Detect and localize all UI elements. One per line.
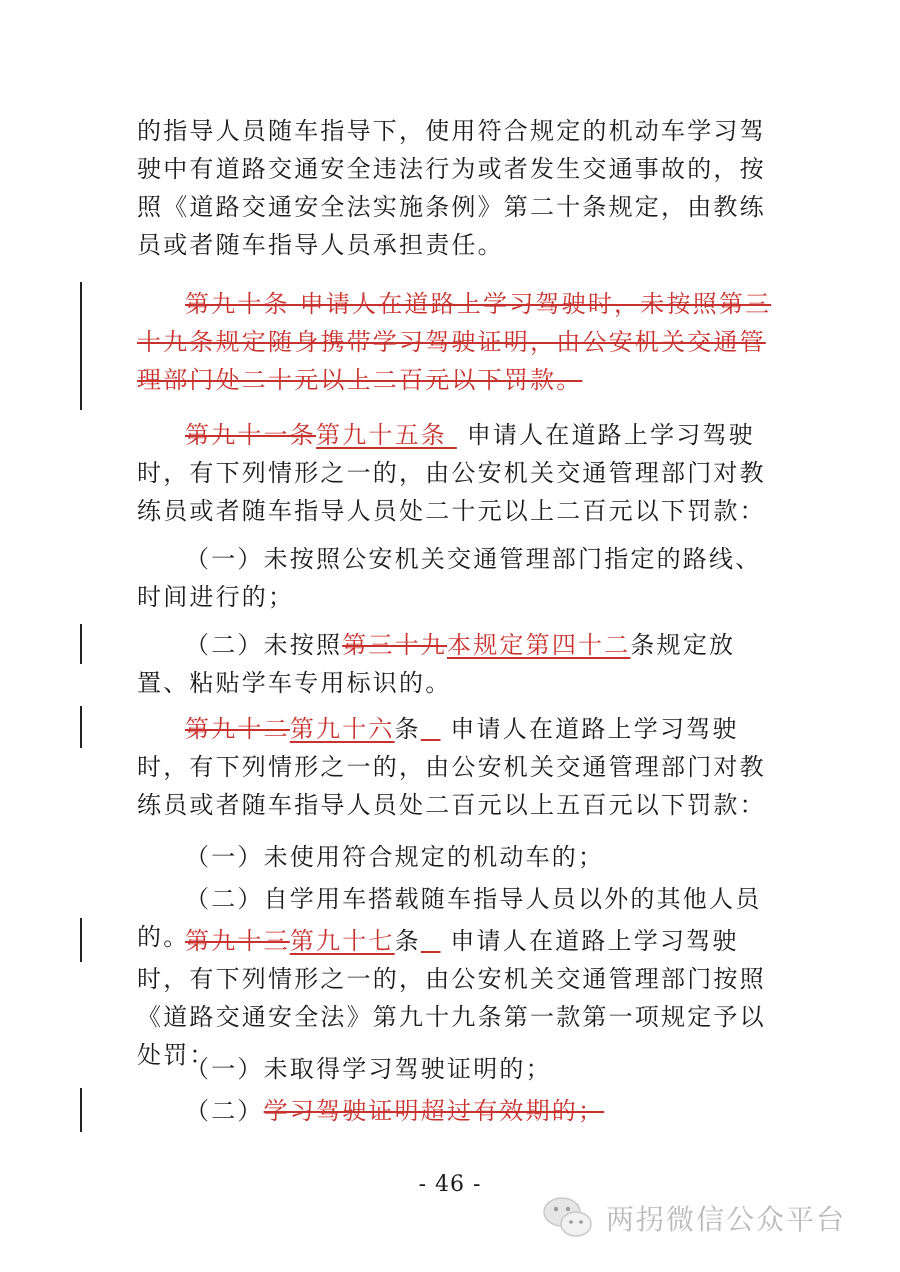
article-text: 申请人在道路上学习驾驶时，有下列情形之一的，由公安机关交通管理部门按照《道路交通安全法》第九十九条第一款第一项规定予以处罚： bbox=[137, 927, 766, 1069]
list-item: （一）未使用符合规定的机动车的； bbox=[185, 843, 605, 871]
paragraph-continuation: 的指导人员随车指导下，使用符合规定的机动车学习驾驶中有道路交通安全违法行为或者发生交通事故的，按照《道路交通安全法实施条例》第二十条规定，由教练员或者随车指导人员承担责任。 bbox=[137, 117, 766, 259]
change-bar bbox=[80, 918, 82, 962]
deleted-article-number: 第九十二 bbox=[185, 715, 290, 743]
list-item bbox=[137, 1092, 777, 1130]
paragraph-article-96 bbox=[137, 710, 777, 824]
change-bar bbox=[80, 706, 82, 748]
item-text: 条规定放置、粘贴学车专用标识的。 bbox=[137, 631, 736, 697]
deleted-text: 第三十九 bbox=[342, 631, 448, 659]
inserted-article-number: 第九十七 bbox=[289, 927, 395, 955]
article-suffix: 条 bbox=[394, 927, 421, 955]
paragraph-deleted-article-90 bbox=[137, 285, 777, 399]
watermark-text: 两拐微信公众平台 bbox=[606, 1203, 847, 1236]
change-bar bbox=[80, 282, 82, 410]
change-bar bbox=[80, 624, 82, 664]
list-item bbox=[137, 626, 777, 702]
list-item: （二）自学用车搭载随车指导人员以外的其他人员的。 bbox=[137, 885, 762, 951]
watermark bbox=[540, 1188, 846, 1248]
item-text: （二）未按照 bbox=[185, 631, 343, 659]
deleted-text: 第九十条 申请人在道路上学习驾驶时，未按照第三十九条规定随身携带学习驾驶证明，由公安机关交通管理部门处二十元以上二百元以下罚款。 bbox=[137, 290, 772, 394]
paragraph-article-95 bbox=[137, 416, 777, 530]
deleted-article-number: 第九十三 bbox=[185, 927, 290, 955]
inserted-text: 本规定第四十二 bbox=[447, 631, 631, 659]
change-bar bbox=[80, 1088, 82, 1132]
item-text: （二） bbox=[185, 1097, 264, 1125]
deleted-article-number: 第九十一条 bbox=[185, 421, 316, 449]
article-suffix: 条 bbox=[394, 715, 421, 743]
wechat-logo-icon bbox=[540, 1194, 596, 1242]
list-item: （一）未按照公安机关交通管理部门指定的路线、时间进行的； bbox=[137, 545, 762, 611]
inserted-article-number: 第九十五条 bbox=[316, 421, 457, 449]
list-item: （一）未取得学习驾驶证明的； bbox=[185, 1055, 552, 1083]
revision-mark bbox=[421, 715, 441, 743]
article-text: 申请人在道路上学习驾驶时，有下列情形之一的，由公安机关交通管理部门对教练员或者随车指导人员处二百元以上五百元以下罚款： bbox=[137, 715, 766, 819]
article-text: 申请人在道路上学习驾驶时，有下列情形之一的，由公安机关交通管理部门对教练员或者随车指导人员处二十元以上二百元以下罚款： bbox=[137, 421, 766, 525]
inserted-article-number: 第九十六 bbox=[289, 715, 395, 743]
deleted-text: 学习驾驶证明超过有效期的； bbox=[263, 1097, 605, 1125]
page-number: - 46 - bbox=[418, 1172, 482, 1197]
revision-mark bbox=[421, 927, 441, 955]
